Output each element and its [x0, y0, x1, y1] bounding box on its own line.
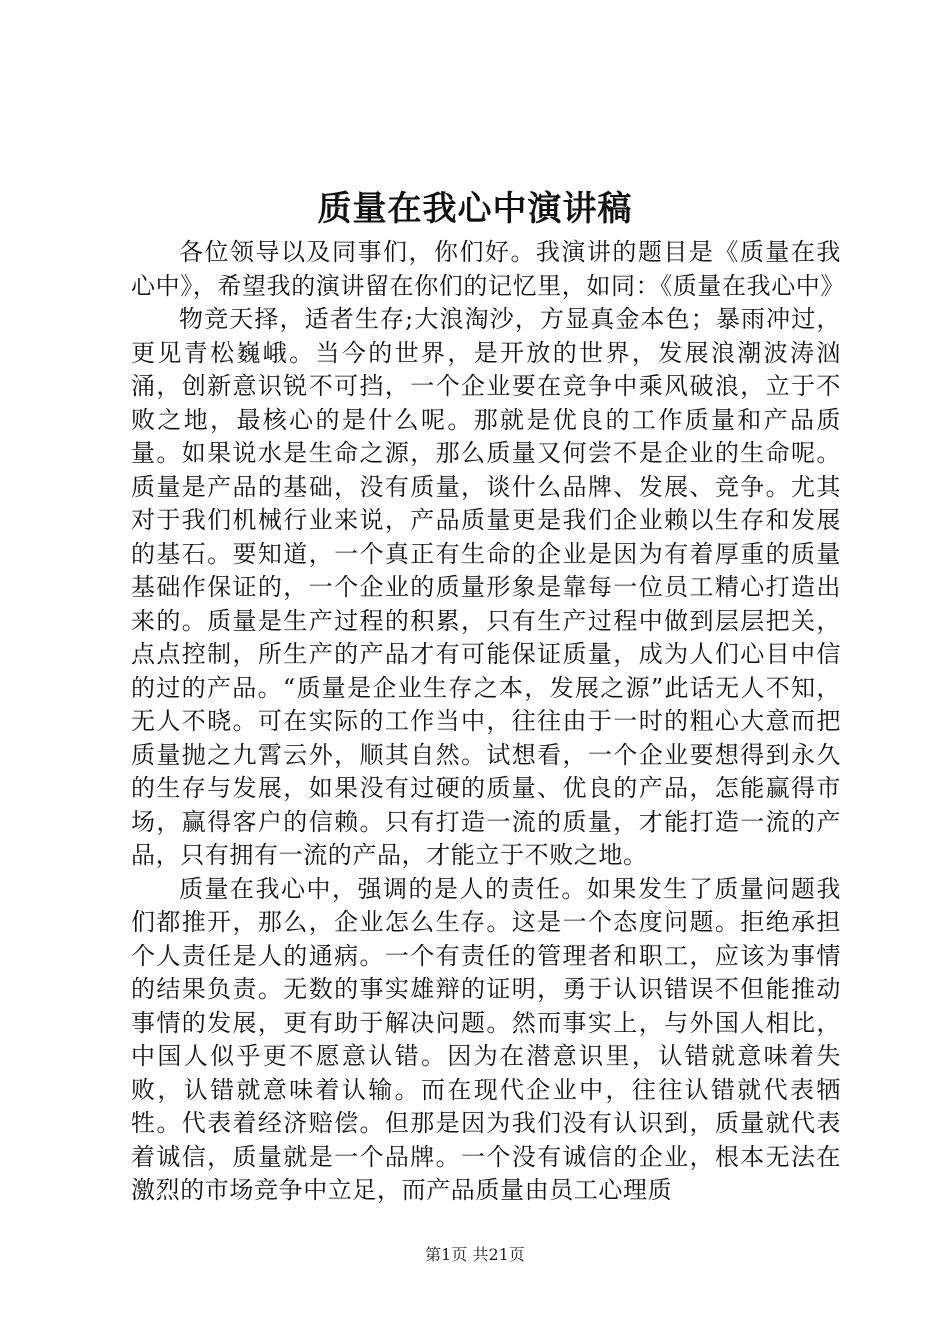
page-number-footer: 第1页 共21页 [425, 1245, 525, 1264]
paragraph-greeting: 各位领导以及同事们，你们好。我演讲的题目是《质量在我心中》，希望我的演讲留在你们的记忆里，如同：《质量在我心中》 [131, 238, 845, 300]
paragraph-responsibility: 质量在我心中，强调的是人的责任。如果发生了质量问题我们都推开，那么，企业怎么生存。这是一个态度问题。拒绝承担个人责任是人的通病。一个有责任的管理者和职工，应该为事情的结果负责。无数的事实雄辩的证明，勇于认识错误不但能推动事情的发展，更有助于解决问题。然而事实上，与外国人相比，中国人似乎更不愿意认错。因为在潜意识里，认错就意味着失败，认错就意味着认输。而在现代企业中，往往认错就代表牺牲。代表着经济赔偿。但那是因为我们没有认识到，质量就代表着诚信，质量就是一个品牌。一个没有诚信的企业，根本无法在激烈的市场竞争中立足，而产品质量由员工心理质 [131, 874, 841, 1204]
document-title: 质量在我心中演讲稿 [317, 189, 633, 229]
document-body [131, 236, 845, 1208]
paragraph-quality-foundation: 物竞天择，适者生存;大浪淘沙，方显真金本色；暴雨冲过，更见青松巍峨。当今的世界，是开放的世界，发展浪潮波涛汹涌，创新意识锐不可挡，一个企业要在竞争中乘风破浪，立于不败之地，最核心的是什么呢。那就是优良的工作质量和产品质量。如果说水是生命之源，那么质量又何尝不是企业的生命呢。质量是产品的基础，没有质量，谈什么品牌、发展、竞争。尤其对于我们机械行业来说，产品质量更是我们企业赖以生存和发展的基石。要知道，一个真正有生命的企业是因为有着厚重的质量基础作保证的，一个企业的质量形象是靠每一位员工精心打造出来的。质量是生产过程的积累，只有生产过程中做到层层把关，点点控制，所生产的产品才有可能保证质量，成为人们心目中信的过的产品。“质量是企业生存之本，发展之源”此话无人不知，无人不晓。可在实际的工作当中，往往由于一时的粗心大意而把质量抛之九霄云外，顺其自然。试想看，一个企业要想得到永久的生存与发展，如果没有过硬的质量、优良的产品，怎能赢得市场，赢得客户的信赖。只有打造一流的质量，才能打造一流的产品，只有拥有一流的产品，才能立于不败之地。 [131, 305, 841, 869]
